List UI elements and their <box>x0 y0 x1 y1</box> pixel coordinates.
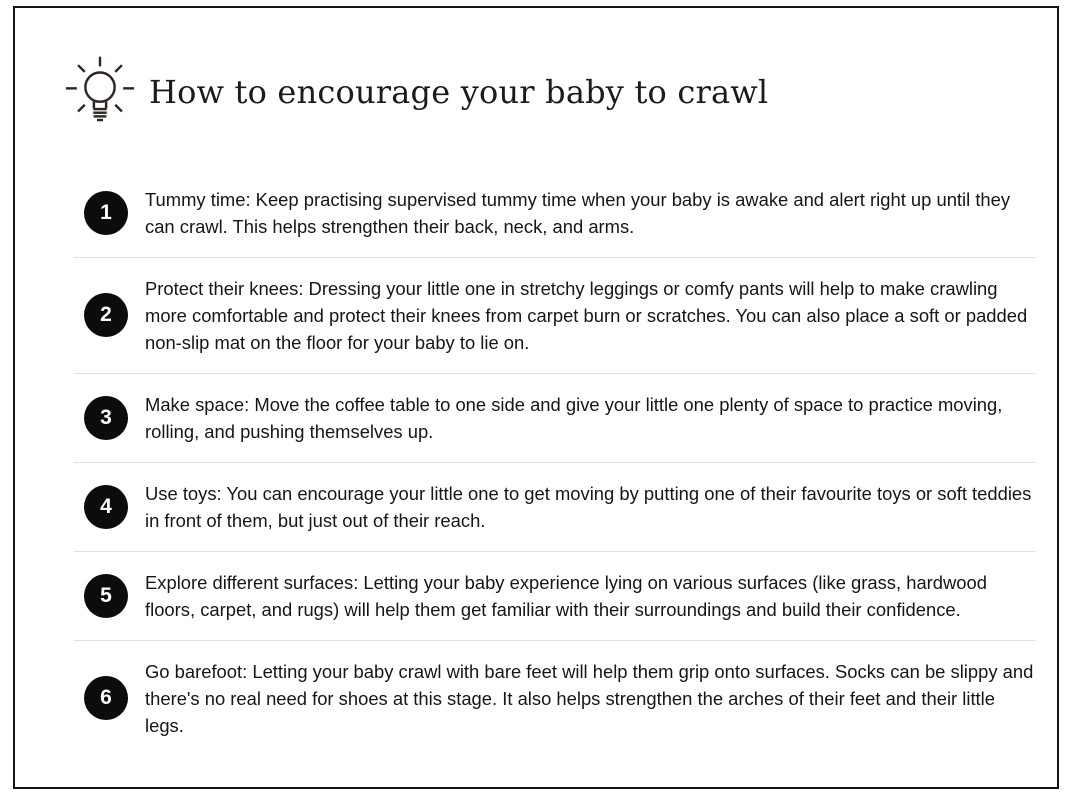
tip-text: Explore different surfaces: Letting your baby experience lying on various surfaces (like grass, hardwood floors, carpet, and rugs) will help them get familiar with their surroundings and build their confidence. <box>145 571 987 620</box>
tip-text: Use toys: You can encourage your little one to get moving by putting one of their favourite toys or soft teddies in front of them, but just out of their reach. <box>145 482 1032 531</box>
step-number-badge: 3 <box>84 396 128 440</box>
tip-item-5 <box>74 551 1036 640</box>
step-number-badge: 4 <box>84 485 128 529</box>
tip-item-4 <box>74 462 1036 551</box>
tip-item-2 <box>74 257 1036 373</box>
step-number-badge: 6 <box>84 676 128 720</box>
tip-item-1 <box>74 169 1036 257</box>
tip-item-6 <box>74 640 1036 756</box>
tip-text: Tummy time: Keep practising supervised tummy time when your baby is awake and alert right up until they can crawl. This helps strengthen their back, neck, and arms. <box>145 188 1011 237</box>
tip-text: Make space: Move the coffee table to one side and give your little one plenty of space to practice moving, rolling, and pushing themselves up. <box>145 393 1003 442</box>
step-number-badge: 2 <box>84 293 128 337</box>
page-title: How to encourage your baby to crawl <box>149 73 769 112</box>
step-number-badge: 1 <box>84 191 128 235</box>
content-card <box>13 6 1059 789</box>
tip-item-3 <box>74 373 1036 462</box>
card-header <box>61 52 1057 133</box>
tip-text: Protect their knees: Dressing your little one in stretchy leggings or comfy pants will help to make crawling more comfortable and protect their knees from carpet burn or scratches. You can also place a soft or padded non-slip mat on the floor for your baby to lie on. <box>145 277 1028 353</box>
tip-text: Go barefoot: Letting your baby crawl with bare feet will help them grip onto surfaces. Socks can be slippy and there's no real need for shoes at this stage. It also helps strengthen the arches of their feet and their little legs. <box>145 660 1034 736</box>
tips-list <box>74 169 1036 756</box>
lightbulb-icon <box>61 52 139 132</box>
step-number-badge: 5 <box>84 574 128 618</box>
